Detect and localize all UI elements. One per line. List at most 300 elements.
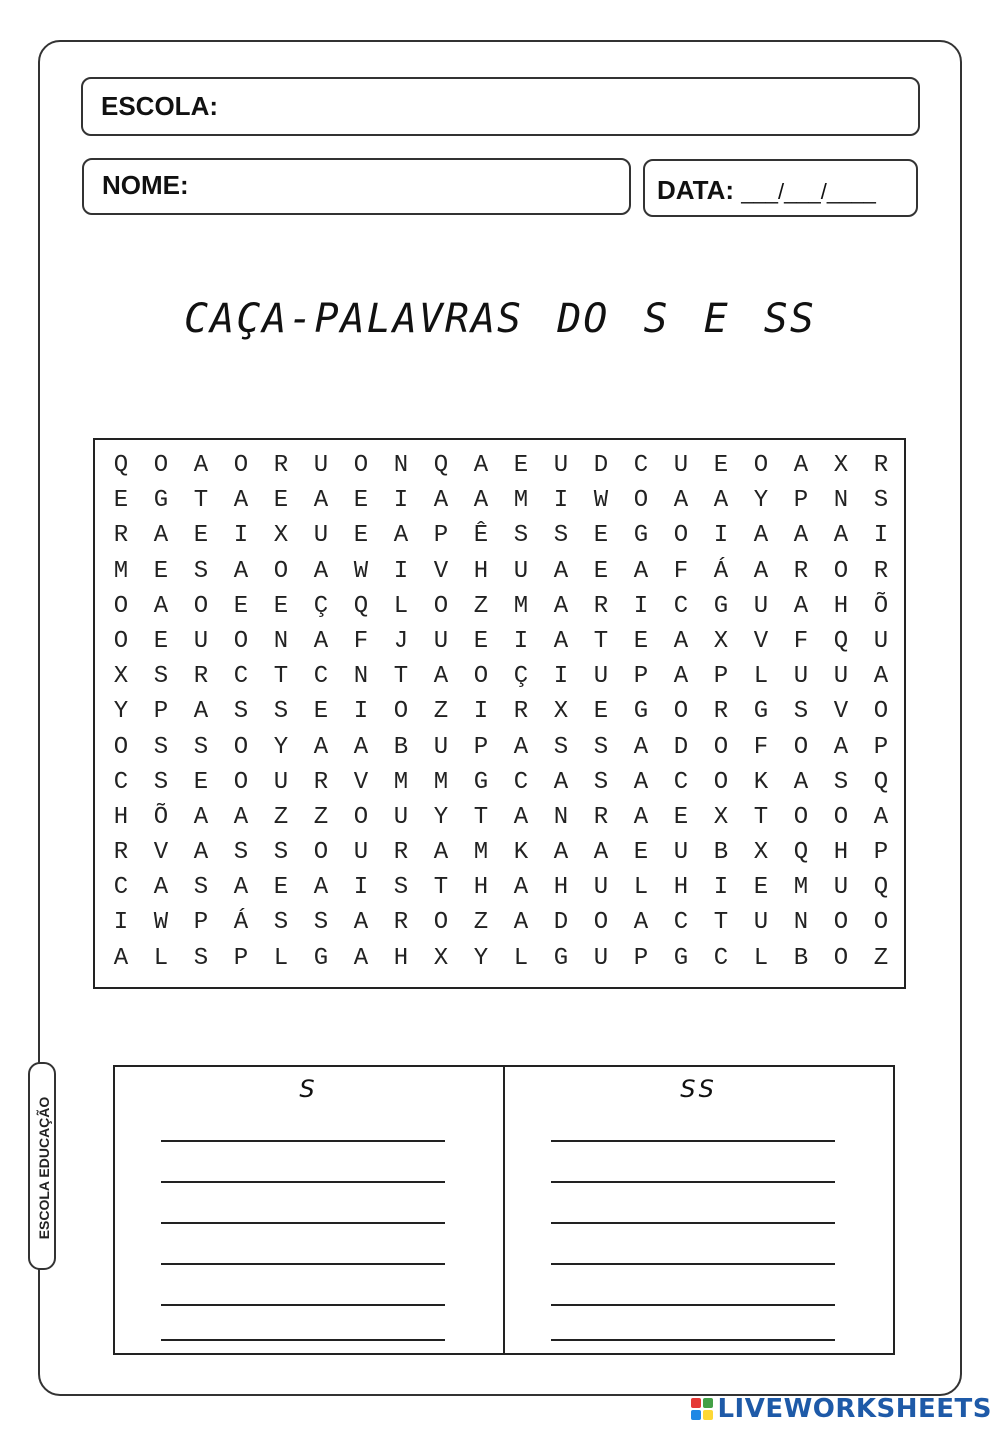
grid-letter[interactable]: R: [113, 839, 129, 867]
grid-letter[interactable]: S: [153, 663, 169, 691]
grid-letter[interactable]: E: [753, 874, 769, 902]
grid-letter[interactable]: A: [153, 874, 169, 902]
grid-letter[interactable]: I: [473, 698, 489, 726]
grid-letter[interactable]: A: [433, 487, 449, 515]
grid-letter[interactable]: F: [793, 627, 809, 655]
grid-letter[interactable]: H: [673, 874, 689, 902]
ss-answer-line[interactable]: [551, 1140, 835, 1142]
grid-letter[interactable]: G: [633, 522, 649, 550]
grid-letter[interactable]: S: [393, 874, 409, 902]
grid-letter[interactable]: L: [273, 944, 289, 972]
grid-letter[interactable]: R: [393, 909, 409, 937]
grid-letter[interactable]: I: [353, 874, 369, 902]
grid-letter[interactable]: U: [553, 452, 569, 479]
grid-letter[interactable]: L: [633, 874, 649, 902]
grid-letter[interactable]: O: [473, 663, 489, 691]
grid-letter[interactable]: P: [793, 487, 809, 515]
grid-letter[interactable]: S: [153, 768, 169, 796]
grid-letter[interactable]: T: [713, 909, 729, 937]
grid-letter[interactable]: U: [513, 557, 529, 585]
grid-letter[interactable]: H: [393, 944, 409, 972]
grid-letter[interactable]: O: [713, 768, 729, 796]
grid-letter[interactable]: A: [553, 768, 569, 796]
grid-letter[interactable]: E: [193, 768, 209, 796]
grid-letter[interactable]: Q: [113, 452, 129, 479]
grid-letter[interactable]: A: [673, 663, 689, 691]
grid-letter[interactable]: G: [153, 487, 169, 515]
grid-letter[interactable]: S: [593, 733, 609, 761]
grid-letter[interactable]: A: [473, 487, 489, 515]
grid-letter[interactable]: U: [393, 803, 409, 831]
grid-letter[interactable]: A: [833, 733, 849, 761]
grid-letter[interactable]: R: [193, 663, 209, 691]
grid-letter[interactable]: A: [513, 803, 529, 831]
grid-letter[interactable]: R: [793, 557, 809, 585]
grid-letter[interactable]: A: [153, 522, 169, 550]
grid-letter[interactable]: A: [313, 627, 329, 655]
grid-letter[interactable]: U: [833, 663, 849, 691]
grid-letter[interactable]: A: [313, 733, 329, 761]
grid-letter[interactable]: O: [233, 627, 249, 655]
grid-letter[interactable]: O: [233, 733, 249, 761]
grid-letter[interactable]: A: [593, 839, 609, 867]
grid-letter[interactable]: Ç: [313, 592, 329, 620]
name-field[interactable]: [82, 158, 631, 215]
grid-letter[interactable]: U: [313, 522, 329, 550]
grid-letter[interactable]: O: [233, 768, 249, 796]
grid-letter[interactable]: O: [153, 452, 169, 479]
grid-letter[interactable]: O: [673, 522, 689, 550]
grid-letter[interactable]: O: [793, 803, 809, 831]
grid-letter[interactable]: T: [393, 663, 409, 691]
grid-letter[interactable]: D: [673, 733, 689, 761]
grid-letter[interactable]: C: [313, 663, 329, 691]
grid-letter[interactable]: T: [473, 803, 489, 831]
grid-letter[interactable]: G: [313, 944, 329, 972]
ss-answer-line[interactable]: [551, 1263, 835, 1265]
grid-letter[interactable]: O: [633, 487, 649, 515]
grid-letter[interactable]: A: [873, 663, 889, 691]
grid-letter[interactable]: E: [353, 487, 369, 515]
grid-letter[interactable]: I: [633, 592, 649, 620]
grid-letter[interactable]: O: [833, 557, 849, 585]
s-answer-line[interactable]: [161, 1304, 445, 1306]
grid-letter[interactable]: G: [673, 944, 689, 972]
grid-letter[interactable]: R: [513, 698, 529, 726]
grid-letter[interactable]: A: [553, 592, 569, 620]
grid-letter[interactable]: I: [553, 487, 569, 515]
grid-letter[interactable]: X: [833, 452, 849, 479]
grid-letter[interactable]: Z: [313, 803, 329, 831]
grid-letter[interactable]: P: [153, 698, 169, 726]
grid-letter[interactable]: U: [433, 627, 449, 655]
grid-letter[interactable]: A: [353, 733, 369, 761]
grid-letter[interactable]: Y: [473, 944, 489, 972]
grid-letter[interactable]: O: [113, 592, 129, 620]
grid-letter[interactable]: C: [113, 768, 129, 796]
grid-letter[interactable]: H: [473, 874, 489, 902]
grid-letter[interactable]: A: [233, 874, 249, 902]
grid-letter[interactable]: O: [433, 592, 449, 620]
date-field[interactable]: [643, 159, 918, 217]
grid-letter[interactable]: R: [593, 803, 609, 831]
grid-letter[interactable]: T: [753, 803, 769, 831]
grid-letter[interactable]: Y: [273, 733, 289, 761]
grid-letter[interactable]: R: [593, 592, 609, 620]
grid-letter[interactable]: E: [273, 487, 289, 515]
grid-letter[interactable]: Ê: [473, 522, 489, 550]
grid-letter[interactable]: A: [673, 627, 689, 655]
grid-letter[interactable]: S: [553, 522, 569, 550]
grid-letter[interactable]: W: [353, 557, 369, 585]
grid-letter[interactable]: I: [393, 487, 409, 515]
grid-letter[interactable]: U: [593, 874, 609, 902]
grid-letter[interactable]: S: [193, 557, 209, 585]
grid-letter[interactable]: A: [193, 698, 209, 726]
grid-letter[interactable]: W: [593, 487, 609, 515]
grid-letter[interactable]: O: [873, 909, 889, 937]
ss-answer-line[interactable]: [551, 1181, 835, 1183]
grid-letter[interactable]: A: [353, 944, 369, 972]
grid-letter[interactable]: P: [873, 733, 889, 761]
grid-letter[interactable]: W: [153, 909, 169, 937]
grid-letter[interactable]: A: [513, 874, 529, 902]
grid-letter[interactable]: Q: [833, 627, 849, 655]
grid-letter[interactable]: H: [473, 557, 489, 585]
grid-letter[interactable]: H: [833, 839, 849, 867]
grid-letter[interactable]: I: [713, 874, 729, 902]
grid-letter[interactable]: K: [513, 839, 529, 867]
grid-letter[interactable]: E: [153, 557, 169, 585]
grid-letter[interactable]: A: [193, 839, 209, 867]
grid-letter[interactable]: O: [193, 592, 209, 620]
grid-letter[interactable]: V: [753, 627, 769, 655]
s-answer-line[interactable]: [161, 1339, 445, 1341]
grid-letter[interactable]: C: [233, 663, 249, 691]
grid-letter[interactable]: S: [233, 839, 249, 867]
grid-letter[interactable]: O: [273, 557, 289, 585]
grid-letter[interactable]: A: [873, 803, 889, 831]
grid-letter[interactable]: X: [753, 839, 769, 867]
grid-letter[interactable]: P: [873, 839, 889, 867]
grid-letter[interactable]: O: [793, 733, 809, 761]
grid-letter[interactable]: O: [593, 909, 609, 937]
grid-letter[interactable]: E: [273, 874, 289, 902]
grid-letter[interactable]: V: [433, 557, 449, 585]
grid-letter[interactable]: D: [593, 452, 609, 479]
grid-letter[interactable]: A: [313, 487, 329, 515]
school-field[interactable]: [81, 77, 920, 136]
grid-letter[interactable]: S: [153, 733, 169, 761]
grid-letter[interactable]: M: [393, 768, 409, 796]
grid-letter[interactable]: F: [753, 733, 769, 761]
grid-letter[interactable]: A: [833, 522, 849, 550]
grid-letter[interactable]: A: [353, 909, 369, 937]
grid-letter[interactable]: T: [273, 663, 289, 691]
grid-letter[interactable]: P: [633, 663, 649, 691]
grid-letter[interactable]: M: [793, 874, 809, 902]
grid-letter[interactable]: Q: [353, 592, 369, 620]
grid-letter[interactable]: T: [433, 874, 449, 902]
grid-letter[interactable]: A: [793, 592, 809, 620]
grid-letter[interactable]: C: [633, 452, 649, 479]
grid-letter[interactable]: C: [673, 909, 689, 937]
grid-letter[interactable]: O: [113, 627, 129, 655]
grid-letter[interactable]: V: [353, 768, 369, 796]
grid-letter[interactable]: U: [673, 452, 689, 479]
grid-letter[interactable]: P: [473, 733, 489, 761]
grid-letter[interactable]: I: [353, 698, 369, 726]
grid-letter[interactable]: A: [553, 627, 569, 655]
grid-letter[interactable]: R: [273, 452, 289, 479]
grid-letter[interactable]: A: [393, 522, 409, 550]
grid-letter[interactable]: P: [633, 944, 649, 972]
grid-letter[interactable]: F: [673, 557, 689, 585]
grid-letter[interactable]: A: [313, 557, 329, 585]
grid-letter[interactable]: A: [433, 839, 449, 867]
grid-letter[interactable]: S: [273, 698, 289, 726]
grid-letter[interactable]: K: [753, 768, 769, 796]
grid-letter[interactable]: M: [473, 839, 489, 867]
grid-letter[interactable]: B: [793, 944, 809, 972]
grid-letter[interactable]: O: [393, 698, 409, 726]
grid-letter[interactable]: R: [713, 698, 729, 726]
grid-letter[interactable]: L: [513, 944, 529, 972]
grid-letter[interactable]: T: [193, 487, 209, 515]
grid-letter[interactable]: A: [193, 452, 209, 479]
grid-letter[interactable]: S: [513, 522, 529, 550]
grid-letter[interactable]: S: [193, 733, 209, 761]
grid-letter[interactable]: D: [553, 909, 569, 937]
grid-letter[interactable]: A: [113, 944, 129, 972]
ss-answer-line[interactable]: [551, 1339, 835, 1341]
grid-letter[interactable]: H: [833, 592, 849, 620]
grid-letter[interactable]: C: [513, 768, 529, 796]
grid-letter[interactable]: I: [513, 627, 529, 655]
grid-letter[interactable]: X: [713, 803, 729, 831]
grid-letter[interactable]: E: [313, 698, 329, 726]
grid-letter[interactable]: U: [593, 663, 609, 691]
grid-letter[interactable]: A: [233, 803, 249, 831]
grid-letter[interactable]: A: [793, 768, 809, 796]
grid-letter[interactable]: E: [233, 592, 249, 620]
grid-letter[interactable]: M: [513, 592, 529, 620]
grid-letter[interactable]: N: [273, 627, 289, 655]
grid-letter[interactable]: N: [553, 803, 569, 831]
grid-letter[interactable]: G: [553, 944, 569, 972]
grid-letter[interactable]: N: [833, 487, 849, 515]
grid-letter[interactable]: A: [793, 522, 809, 550]
grid-letter[interactable]: Y: [113, 698, 129, 726]
grid-letter[interactable]: A: [753, 522, 769, 550]
grid-letter[interactable]: C: [113, 874, 129, 902]
grid-letter[interactable]: R: [313, 768, 329, 796]
grid-letter[interactable]: S: [313, 909, 329, 937]
grid-letter[interactable]: Y: [433, 803, 449, 831]
grid-letter[interactable]: Á: [713, 557, 729, 585]
grid-letter[interactable]: Q: [873, 874, 889, 902]
grid-letter[interactable]: S: [793, 698, 809, 726]
grid-letter[interactable]: X: [113, 663, 129, 691]
grid-letter[interactable]: C: [713, 944, 729, 972]
grid-letter[interactable]: E: [713, 452, 729, 479]
grid-letter[interactable]: B: [713, 839, 729, 867]
grid-letter[interactable]: E: [633, 627, 649, 655]
grid-letter[interactable]: E: [593, 522, 609, 550]
grid-letter[interactable]: E: [153, 627, 169, 655]
grid-letter[interactable]: A: [513, 909, 529, 937]
grid-letter[interactable]: I: [393, 557, 409, 585]
grid-letter[interactable]: E: [513, 452, 529, 479]
grid-letter[interactable]: U: [833, 874, 849, 902]
grid-letter[interactable]: U: [873, 627, 889, 655]
grid-letter[interactable]: O: [713, 733, 729, 761]
grid-letter[interactable]: A: [633, 909, 649, 937]
grid-letter[interactable]: E: [593, 557, 609, 585]
grid-letter[interactable]: O: [833, 803, 849, 831]
grid-letter[interactable]: Á: [233, 909, 249, 937]
grid-letter[interactable]: S: [593, 768, 609, 796]
grid-letter[interactable]: O: [753, 452, 769, 479]
grid-letter[interactable]: A: [553, 557, 569, 585]
grid-letter[interactable]: V: [833, 698, 849, 726]
grid-letter[interactable]: A: [193, 803, 209, 831]
grid-letter[interactable]: Q: [433, 452, 449, 479]
grid-letter[interactable]: U: [353, 839, 369, 867]
grid-letter[interactable]: M: [513, 487, 529, 515]
grid-letter[interactable]: O: [833, 944, 849, 972]
grid-letter[interactable]: X: [273, 522, 289, 550]
grid-letter[interactable]: Y: [753, 487, 769, 515]
grid-letter[interactable]: M: [113, 557, 129, 585]
grid-letter[interactable]: E: [353, 522, 369, 550]
grid-letter[interactable]: E: [273, 592, 289, 620]
grid-letter[interactable]: A: [473, 452, 489, 479]
grid-letter[interactable]: H: [113, 803, 129, 831]
grid-letter[interactable]: Z: [473, 909, 489, 937]
grid-letter[interactable]: G: [633, 698, 649, 726]
grid-letter[interactable]: Õ: [153, 803, 169, 831]
grid-letter[interactable]: A: [513, 733, 529, 761]
grid-letter[interactable]: U: [753, 909, 769, 937]
grid-letter[interactable]: Z: [873, 944, 889, 972]
grid-letter[interactable]: S: [273, 839, 289, 867]
grid-letter[interactable]: V: [153, 839, 169, 867]
grid-letter[interactable]: L: [753, 944, 769, 972]
grid-letter[interactable]: X: [713, 627, 729, 655]
grid-letter[interactable]: A: [553, 839, 569, 867]
grid-letter[interactable]: E: [193, 522, 209, 550]
grid-letter[interactable]: O: [873, 698, 889, 726]
grid-letter[interactable]: S: [233, 698, 249, 726]
grid-letter[interactable]: U: [593, 944, 609, 972]
grid-letter[interactable]: G: [713, 592, 729, 620]
grid-letter[interactable]: O: [833, 909, 849, 937]
grid-letter[interactable]: I: [873, 522, 889, 550]
s-answer-line[interactable]: [161, 1263, 445, 1265]
grid-letter[interactable]: E: [113, 487, 129, 515]
grid-letter[interactable]: A: [753, 557, 769, 585]
grid-letter[interactable]: S: [553, 733, 569, 761]
grid-letter[interactable]: U: [753, 592, 769, 620]
s-answer-line[interactable]: [161, 1222, 445, 1224]
grid-letter[interactable]: R: [393, 839, 409, 867]
grid-letter[interactable]: S: [833, 768, 849, 796]
grid-letter[interactable]: U: [673, 839, 689, 867]
grid-letter[interactable]: P: [233, 944, 249, 972]
grid-letter[interactable]: S: [193, 944, 209, 972]
grid-letter[interactable]: A: [793, 452, 809, 479]
grid-letter[interactable]: A: [633, 557, 649, 585]
grid-letter[interactable]: E: [593, 698, 609, 726]
grid-letter[interactable]: M: [433, 768, 449, 796]
grid-letter[interactable]: C: [673, 592, 689, 620]
grid-letter[interactable]: B: [393, 733, 409, 761]
grid-letter[interactable]: Z: [433, 698, 449, 726]
grid-letter[interactable]: P: [713, 663, 729, 691]
grid-letter[interactable]: U: [313, 452, 329, 479]
grid-letter[interactable]: P: [193, 909, 209, 937]
grid-letter[interactable]: S: [873, 487, 889, 515]
grid-letter[interactable]: Z: [273, 803, 289, 831]
grid-letter[interactable]: A: [433, 663, 449, 691]
grid-letter[interactable]: A: [633, 768, 649, 796]
grid-letter[interactable]: A: [233, 557, 249, 585]
grid-letter[interactable]: A: [633, 803, 649, 831]
grid-letter[interactable]: U: [433, 733, 449, 761]
grid-letter[interactable]: O: [113, 733, 129, 761]
grid-letter[interactable]: A: [313, 874, 329, 902]
grid-letter[interactable]: S: [273, 909, 289, 937]
grid-letter[interactable]: P: [433, 522, 449, 550]
grid-letter[interactable]: C: [673, 768, 689, 796]
grid-letter[interactable]: E: [673, 803, 689, 831]
s-answer-line[interactable]: [161, 1140, 445, 1142]
grid-letter[interactable]: O: [433, 909, 449, 937]
grid-letter[interactable]: L: [393, 592, 409, 620]
grid-letter[interactable]: E: [473, 627, 489, 655]
grid-letter[interactable]: R: [873, 557, 889, 585]
grid-letter[interactable]: L: [753, 663, 769, 691]
grid-letter[interactable]: R: [113, 522, 129, 550]
grid-letter[interactable]: U: [193, 627, 209, 655]
grid-letter[interactable]: O: [233, 452, 249, 479]
grid-letter[interactable]: Õ: [873, 592, 889, 620]
grid-letter[interactable]: X: [553, 698, 569, 726]
grid-letter[interactable]: U: [793, 663, 809, 691]
grid-letter[interactable]: I: [113, 909, 129, 937]
grid-letter[interactable]: O: [673, 698, 689, 726]
grid-letter[interactable]: U: [273, 768, 289, 796]
grid-letter[interactable]: O: [313, 839, 329, 867]
grid-letter[interactable]: I: [233, 522, 249, 550]
grid-letter[interactable]: N: [393, 452, 409, 479]
ss-answer-line[interactable]: [551, 1304, 835, 1306]
grid-letter[interactable]: G: [753, 698, 769, 726]
grid-letter[interactable]: A: [673, 487, 689, 515]
grid-letter[interactable]: I: [713, 522, 729, 550]
grid-letter[interactable]: R: [873, 452, 889, 479]
grid-letter[interactable]: N: [793, 909, 809, 937]
grid-letter[interactable]: S: [193, 874, 209, 902]
grid-letter[interactable]: L: [153, 944, 169, 972]
grid-letter[interactable]: O: [353, 452, 369, 479]
grid-letter[interactable]: A: [153, 592, 169, 620]
grid-letter[interactable]: F: [353, 627, 369, 655]
grid-letter[interactable]: X: [433, 944, 449, 972]
ss-answer-line[interactable]: [551, 1222, 835, 1224]
grid-letter[interactable]: Q: [873, 768, 889, 796]
